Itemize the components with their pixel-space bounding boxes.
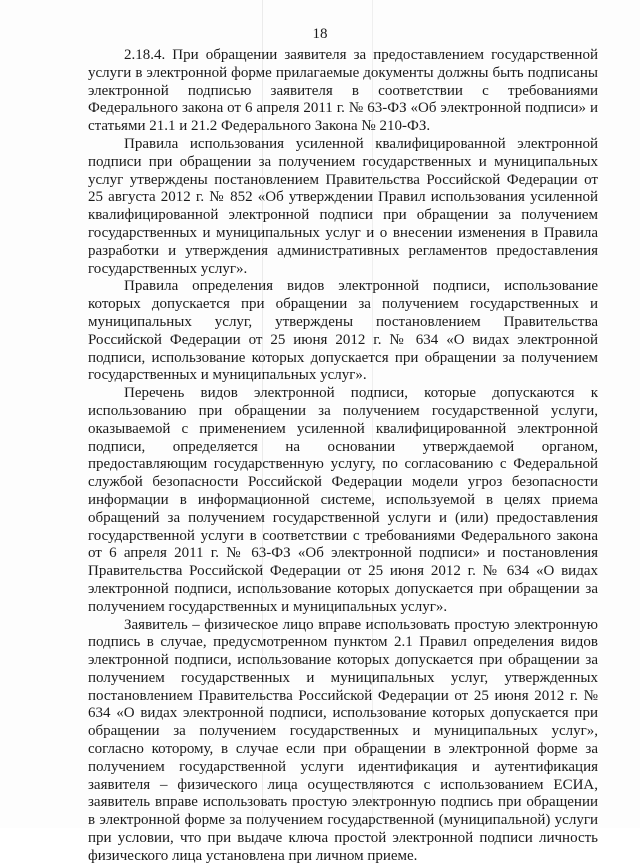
paragraph-simple-signature: Заявитель – физическое лицо вправе использовать простую электронную подпись в случае, предусмотренном пунктом 2.1 Правил определения видов электронной подписи, использование которых допускается при обращении за получением государственных и муниципальных услуг, утвержденных постановлением Правительства Российской Федерации от 25 июня 2012 г. № 634 «О видах электронной подписи, использование которых допускается при обращении за получением государственных и муниципальных услуг», согласно которому, в случае если при обращении в электронной форме за получением государственной услуги идентификация и аутентификация заявителя – физического лица осуществляются с использованием ЕСИА, заявитель вправе использовать простую электронную подпись при обращении в электронной форме за получением государственной (муниципальной) услуги при условии, что при выдаче ключа простой электронной подписи личность физического лица установлена при личном приеме. <box>88 616 598 864</box>
paragraph-signature-types-list: Перечень видов электронной подписи, которые допускаются к использованию при обращении за получением государственной услуги, оказываемой с применением усиленной квалифицированной электронной подписи, определяется на основании утверждаемой органом, предоставляющим государственную услугу, по согласованию с Федеральной службой безопасности Российской Федерации модели угроз безопасности информации в информационной системе, используемой в целях приема обращений за получением государственной услуги и (или) предоставления государственной услуги в соответствии с требованиями Федерального закона от 6 апреля 2011 г. № 63-ФЗ «Об электронной подписи» и постановления Правительства Российской Федерации от 25 июня 2012 г. № 634 «О видах электронной подписи, использование которых допускается при обращении за получением государственных и муниципальных услуг». <box>88 385 598 615</box>
paragraph-2-18-4: 2.18.4. При обращении заявителя за предоставлением государственной услуги в электронной форме прилагаемые документы должны быть подписаны электронной подписью заявителя в соответствии с требованиями Федерального закона от 6 апреля 2011 г. № 63-ФЗ «Об электронной подписи» и статьями 21.1 и 21.2 Федерального Закона № 210-ФЗ. <box>88 47 598 135</box>
paragraph-qualified-signature-rules: Правила использования усиленной квалифицированной электронной подписи при обращении за получением государственных и муниципальных услуг утверждены постановлением Правительства Российской Федерации от 25 августа 2012 г. № 852 «Об утверждении Правил использования усиленной квалифицированной электронной подписи при обращении за получением государственных и муниципальных услуг и о внесении изменения в Правила разработки и утверждения административных регламентов предоставления государственных услуг». <box>88 135 598 277</box>
paragraph-signature-types-rules: Правила определения видов электронной подписи, использование которых допускается при обращении за получением государственных и муниципальных услуг, утверждены постановлением Правительства Российской Федерации от 25 июня 2012 г. № 634 «О видах электронной подписи, использование которых допускается при обращении за получением государственных и муниципальных услуг». <box>88 278 598 384</box>
page-number: 18 <box>312 26 328 42</box>
document-body <box>88 47 598 866</box>
